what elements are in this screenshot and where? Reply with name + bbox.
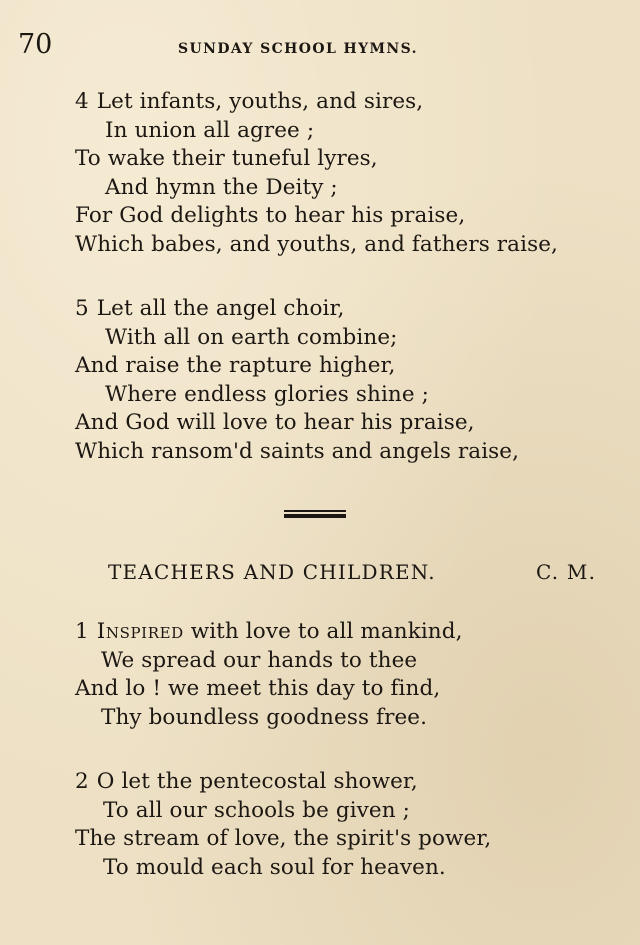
stanza-number: 2 — [75, 769, 89, 794]
stanza-line: Which ransom'd saints and angels raise, — [75, 438, 520, 464]
hymn-meter: C. M. — [536, 560, 597, 584]
stanza-line: And hymn the Deity ; — [105, 174, 338, 200]
divider-thin-bar — [284, 510, 346, 512]
stanza-line-text: Let infants, youths, and sires, — [96, 89, 424, 114]
stanza-line-text: Let all the angel choir, — [96, 296, 345, 321]
stanza-number: 4 — [75, 89, 89, 114]
divider-thick-bar — [284, 514, 346, 518]
stanza-line — [75, 295, 615, 324]
first-word: Inspired — [96, 619, 184, 644]
stanza-line: With all on earth combine; — [105, 324, 398, 350]
stanza-number: 5 — [75, 296, 89, 321]
stanza-line: We spread our hands to thee — [101, 647, 418, 673]
stanza-number: 1 — [75, 619, 89, 644]
stanza-line: The stream of love, the spirit's power, — [75, 826, 492, 851]
stanza-line — [75, 618, 615, 647]
stanza-line: For God delights to hear his praise, — [75, 203, 466, 228]
stanza-line: Where endless glories shine ; — [105, 381, 429, 407]
stanza-line: In union all agree ; — [105, 117, 315, 143]
stanza-line-text: O let the pentecostal shower, — [96, 769, 418, 794]
stanza-line: Which babes, and youths, and fathers raise, — [75, 231, 558, 257]
double-rule-divider — [284, 510, 346, 518]
stanza-4 — [75, 88, 615, 259]
stanza-line-text: with love to all mankind, — [190, 619, 463, 644]
stanza-line — [75, 88, 615, 117]
page-number: 70 — [18, 29, 53, 60]
stanza-line: To wake their tuneful lyres, — [75, 146, 378, 171]
hymn-stanza-2 — [75, 768, 615, 882]
stanza-line: And God will love to hear his praise, — [75, 410, 475, 435]
stanza-line: And raise the rapture higher, — [75, 353, 396, 378]
stanza-line: And lo ! we meet this day to find, — [75, 676, 441, 701]
stanza-line — [75, 768, 615, 797]
stanza-5 — [75, 295, 615, 466]
running-head: SUNDAY SCHOOL HYMNS. — [178, 41, 418, 57]
hymn-stanza-1 — [75, 618, 615, 732]
stanza-line: To all our schools be given ; — [103, 797, 410, 823]
stanza-line: Thy boundless goodness free. — [101, 704, 428, 730]
hymn-title: TEACHERS AND CHILDREN. — [108, 560, 436, 584]
stanza-line: To mould each soul for heaven. — [103, 854, 446, 880]
